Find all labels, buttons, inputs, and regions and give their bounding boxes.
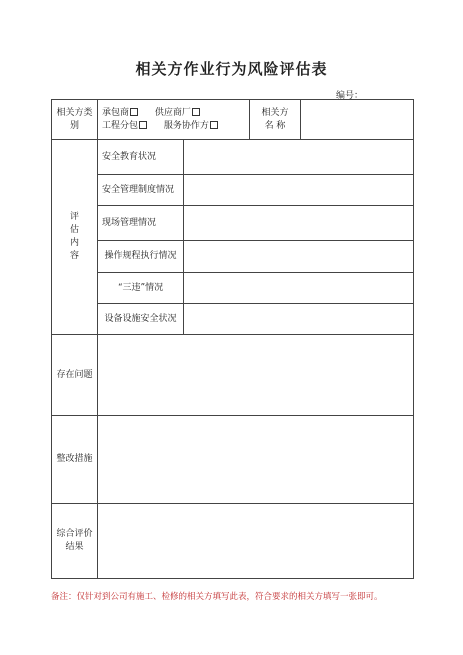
- evaluation-item-field[interactable]: [184, 304, 414, 335]
- evaluation-row: [52, 140, 414, 175]
- serial-number-label: 编号：: [335, 91, 363, 101]
- evaluation-item-label: 现场管理情况: [98, 206, 184, 241]
- problems-label: 存在问题: [52, 335, 98, 416]
- category-option-supplier[interactable]: 供应商厂: [155, 108, 200, 118]
- result-field[interactable]: [98, 504, 414, 579]
- result-row: [52, 504, 414, 579]
- evaluation-item-field[interactable]: [184, 140, 414, 175]
- evaluation-item-field[interactable]: [184, 273, 414, 304]
- evaluation-row: [52, 241, 414, 273]
- evaluation-item-label: 安全教育状况: [98, 140, 184, 175]
- evaluation-item-field[interactable]: [184, 175, 414, 206]
- rectification-label: 整改措施: [52, 416, 98, 504]
- checkbox-icon[interactable]: [130, 108, 138, 116]
- problems-field[interactable]: [98, 335, 414, 416]
- category-option-subcontract[interactable]: 工程分包: [102, 121, 147, 131]
- footnote: 备注：仅针对到公司有施工、检修的相关方填写此表，符合要求的相关方填写一张即可。: [51, 592, 383, 602]
- evaluation-item-label: 操作规程执行情况: [98, 241, 184, 273]
- page-title: 相关方作业行为风险评估表: [135, 60, 328, 78]
- category-option-service[interactable]: 服务协作方: [164, 121, 218, 131]
- evaluation-item-label: “三违”情况: [98, 273, 184, 304]
- evaluation-item-field[interactable]: [184, 241, 414, 273]
- evaluation-item-label: 安全管理制度情况: [98, 175, 184, 206]
- party-name-label: 相关方 名 称: [250, 100, 301, 140]
- rectification-row: [52, 416, 414, 504]
- evaluation-item-field[interactable]: [184, 206, 414, 241]
- checkbox-icon[interactable]: [210, 121, 218, 129]
- evaluation-row: [52, 273, 414, 304]
- evaluation-item-label: 设备设施安全状况: [98, 304, 184, 335]
- category-row: [52, 100, 414, 140]
- category-options: [98, 100, 250, 140]
- checkbox-icon[interactable]: [192, 108, 200, 116]
- category-option-contractor[interactable]: 承包商: [102, 108, 138, 118]
- party-name-field[interactable]: [301, 100, 414, 140]
- risk-assessment-table: [51, 99, 414, 579]
- problems-row: [52, 335, 414, 416]
- result-label: 综合评价 结果: [52, 504, 98, 579]
- evaluation-section-label: 评 估 内 容: [52, 140, 98, 335]
- checkbox-icon[interactable]: [139, 121, 147, 129]
- evaluation-row: [52, 206, 414, 241]
- evaluation-row: [52, 304, 414, 335]
- rectification-field[interactable]: [98, 416, 414, 504]
- category-label: 相关方类 别: [52, 100, 98, 140]
- evaluation-row: [52, 175, 414, 206]
